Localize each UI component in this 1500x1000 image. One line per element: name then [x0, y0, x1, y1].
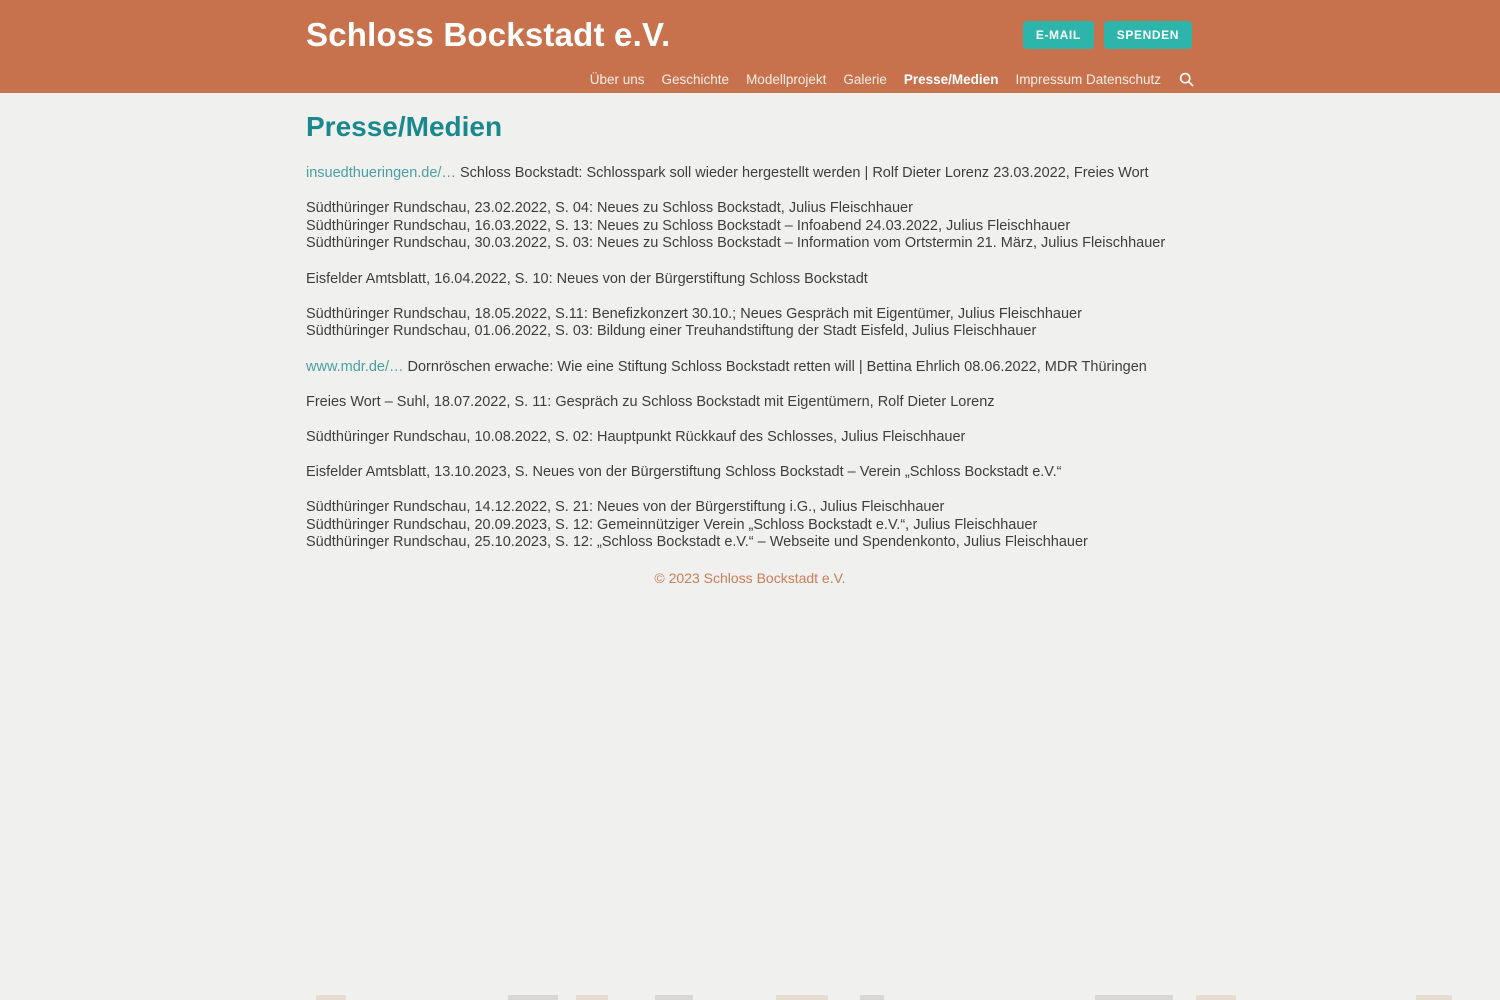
thumbnail-edge	[655, 995, 693, 1000]
main-nav	[590, 72, 1194, 87]
press-line	[306, 165, 1194, 183]
press-line: Eisfelder Amtsblatt, 13.10.2023, S. Neues von der Bürgerstiftung Schloss Bockstadt – Verein „Schloss Bockstadt e.V.“	[306, 464, 1062, 481]
thumbnail-edge	[776, 995, 828, 1000]
press-line: Südthüringer Rundschau, 25.10.2023, S. 12: „Schloss Bockstadt e.V.“ – Webseite und Spendenkonto, Julius Fleischhauer	[306, 534, 1088, 551]
thumbnail-edge	[508, 995, 558, 1000]
main-content	[0, 93, 1500, 587]
press-item	[306, 306, 1194, 341]
page-title: Presse/Medien	[306, 111, 503, 142]
press-line: Südthüringer Rundschau, 14.12.2022, S. 21: Neues von der Bürgerstiftung i.G., Julius Fleischhauer	[306, 499, 945, 516]
press-line: Südthüringer Rundschau, 10.08.2022, S. 02: Hauptpunkt Rückkauf des Schlosses, Julius Fleischhauer	[306, 428, 966, 445]
email-button[interactable]: E-MAIL	[1023, 21, 1094, 49]
spenden-button[interactable]: SPENDEN	[1104, 21, 1192, 49]
press-item	[306, 464, 1194, 482]
thumbnail-edge	[1095, 995, 1173, 1000]
press-text: Schloss Bockstadt: Schlosspark soll wieder hergestellt werden | Rolf Dieter Lorenz 23.03.2022, Freies Wort	[459, 165, 1149, 181]
press-item	[306, 394, 1194, 412]
nav-item-ueber-uns[interactable]: Über uns	[589, 72, 645, 87]
press-item	[306, 200, 1194, 253]
press-item	[306, 429, 1194, 447]
press-line: Südthüringer Rundschau, 20.09.2023, S. 12: Gemeinnütziger Verein „Schloss Bockstadt e.V.“, Julius Fleischhauer	[306, 516, 1038, 533]
site-header	[0, 0, 1500, 93]
nav-item-galerie[interactable]: Galerie	[843, 72, 887, 87]
nav-item-geschichte[interactable]: Geschichte	[661, 72, 730, 87]
copyright-notice: © 2023 Schloss Bockstadt e.V.	[654, 569, 846, 586]
header-buttons	[1023, 21, 1192, 49]
press-line	[306, 359, 1194, 377]
press-link-insuedthueringen[interactable]: insuedthueringen.de/…	[306, 165, 456, 181]
press-item	[306, 359, 1194, 377]
press-line: Südthüringer Rundschau, 23.02.2022, S. 04: Neues zu Schloss Bockstadt, Julius Fleischhauer	[306, 200, 913, 217]
search-icon[interactable]	[1178, 72, 1194, 87]
press-item	[306, 165, 1194, 183]
press-link-mdr[interactable]: www.mdr.de/…	[306, 358, 404, 375]
nav-item-modellprojekt[interactable]: Modellprojekt	[746, 72, 827, 87]
nav-item-presse-medien[interactable]: Presse/Medien	[903, 72, 999, 87]
press-line: Freies Wort – Suhl, 18.07.2022, S. 11: Gespräch zu Schloss Bockstadt mit Eigentümern, Rolf Dieter Lorenz	[306, 393, 995, 410]
press-line: Südthüringer Rundschau, 18.05.2022, S.11: Benefizkonzert 30.10.; Neues Gespräch mit Eigentümer, Julius Fleischhauer	[306, 305, 1082, 322]
thumbnail-edge	[576, 995, 608, 1000]
thumbnail-edge	[1416, 995, 1452, 1000]
press-item	[306, 499, 1194, 552]
nav-item-impressum-datenschutz[interactable]: Impressum Datenschutz	[1015, 72, 1161, 87]
press-line: Südthüringer Rundschau, 01.06.2022, S. 03: Bildung einer Treuhandstiftung der Stadt Eisfeld, Julius Fleischhauer	[306, 323, 1037, 340]
thumbnail-edge	[860, 995, 884, 1000]
press-line: Südthüringer Rundschau, 16.03.2022, S. 13: Neues zu Schloss Bockstadt – Infoabend 24.03.2022, Julius Fleischhauer	[306, 217, 1071, 234]
press-text: Dornröschen erwache: Wie eine Stiftung Schloss Bockstadt retten will | Bettina Ehrlich 08.06.2022, MDR Thüringen	[407, 358, 1147, 375]
thumbnail-edge	[316, 995, 346, 1000]
thumbnail-edge	[1196, 995, 1236, 1000]
press-line: Eisfelder Amtsblatt, 16.04.2022, S. 10: Neues von der Bürgerstiftung Schloss Bockstadt	[306, 270, 868, 287]
below-fold-thumbnails	[0, 994, 1500, 1000]
site-title[interactable]: Schloss Bockstadt e.V.	[306, 16, 671, 53]
press-item	[306, 271, 1194, 289]
press-line: Südthüringer Rundschau, 30.03.2022, S. 03: Neues zu Schloss Bockstadt – Information vom Ortstermin 21. März, Julius Fleischhauer	[306, 235, 1166, 252]
